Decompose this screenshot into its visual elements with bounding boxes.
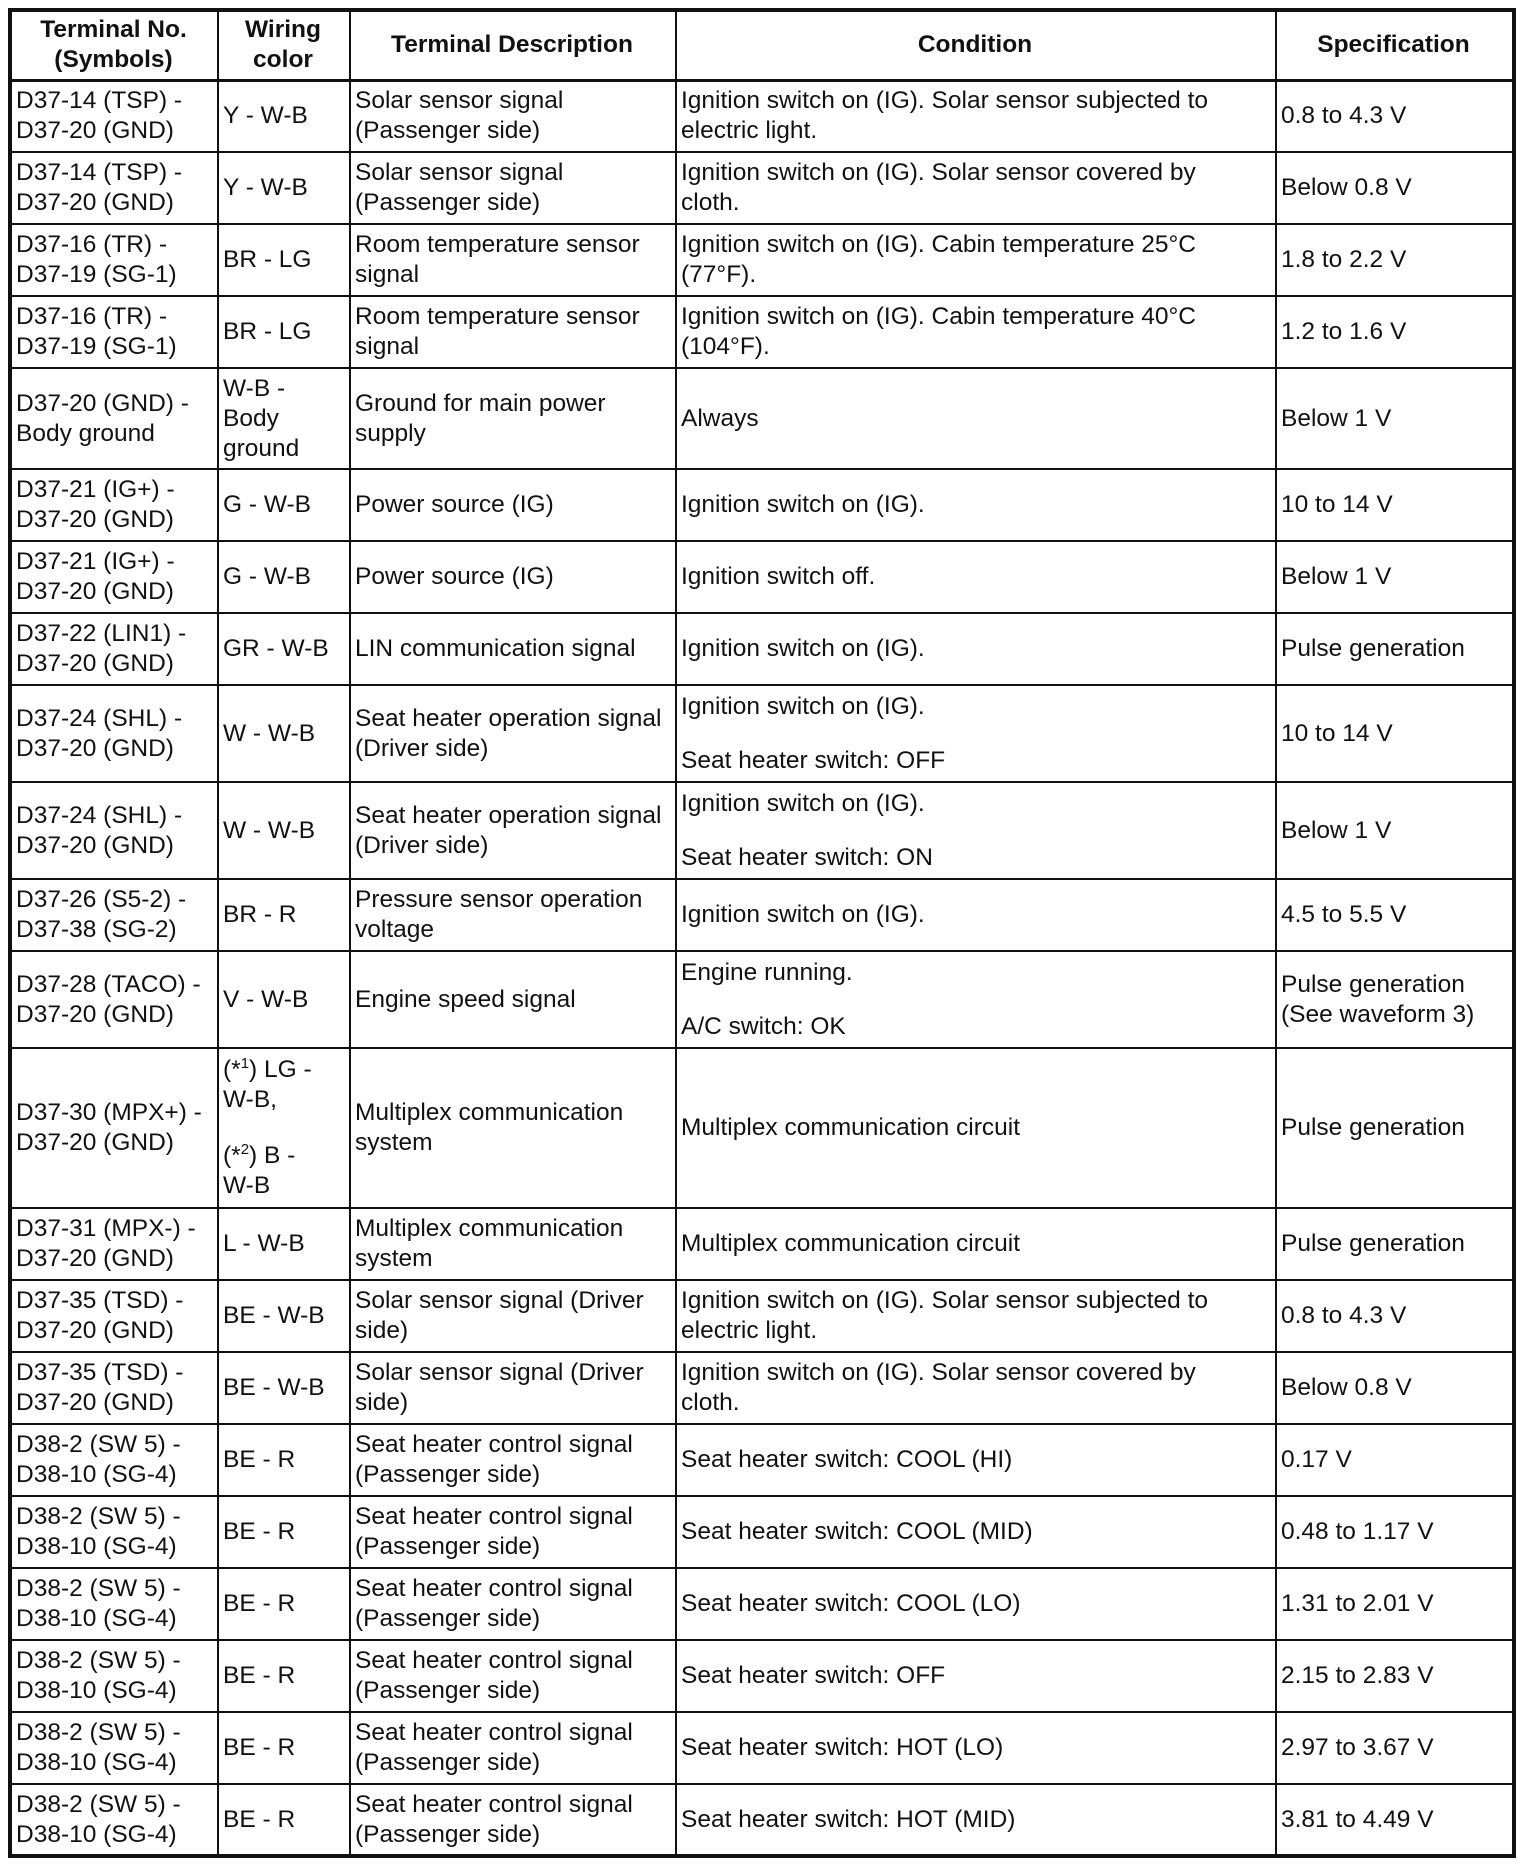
- specification-text: 2.97 to 3.67 V: [1281, 1734, 1434, 1761]
- cell-condition: [676, 1208, 1276, 1280]
- specification-text: 0.48 to 1.17 V: [1281, 1518, 1434, 1545]
- wiring-variant-text: ) B - W-B: [223, 1142, 296, 1199]
- cell-terminal: [10, 224, 218, 296]
- cell-wiring-color: [218, 1048, 350, 1208]
- description-text: Power source (IG): [355, 563, 554, 590]
- terminal-text: D38-2 (SW 5) - D38-10 (SG-4): [16, 1575, 181, 1632]
- cell-description: [350, 1424, 676, 1496]
- cell-wiring-color: [218, 368, 350, 469]
- terminal-text: D38-2 (SW 5) - D38-10 (SG-4): [16, 1719, 181, 1776]
- condition-text: Ignition switch on (IG). Cabin temperature 25°C (77°F).: [681, 231, 1197, 288]
- cell-description: [350, 951, 676, 1048]
- specification-text: 4.5 to 5.5 V: [1281, 901, 1407, 928]
- header-terminal-description: Terminal Description: [350, 10, 676, 80]
- table-body: [10, 80, 1514, 1856]
- table-row: [10, 1208, 1514, 1280]
- cell-specification: [1276, 1568, 1514, 1640]
- cell-specification: [1276, 152, 1514, 224]
- cell-wiring-color: [218, 782, 350, 879]
- cell-condition: [676, 1424, 1276, 1496]
- terminal-text: D38-2 (SW 5) - D38-10 (SG-4): [16, 1503, 181, 1560]
- condition-text: Ignition switch on (IG). Solar sensor subjected to electric light.: [681, 1287, 1209, 1344]
- cell-specification: [1276, 368, 1514, 469]
- specification-text: 0.17 V: [1281, 1446, 1352, 1473]
- cell-specification: [1276, 80, 1514, 152]
- cell-condition: [676, 296, 1276, 368]
- wiring-text: W-B - Body ground: [223, 374, 300, 462]
- cell-terminal: [10, 1424, 218, 1496]
- header-condition: Condition: [676, 10, 1276, 80]
- condition-line: Seat heater switch: ON: [681, 843, 933, 871]
- cell-terminal: [10, 1784, 218, 1856]
- specification-text: Below 1 V: [1281, 404, 1392, 432]
- wiring-text: BE - W-B: [223, 1302, 325, 1329]
- cell-description: [350, 80, 676, 152]
- wiring-text: BE - R: [223, 1446, 296, 1473]
- cell-specification: [1276, 1640, 1514, 1712]
- table-row: [10, 1280, 1514, 1352]
- cell-wiring-color: [218, 80, 350, 152]
- cell-wiring-color: [218, 1424, 350, 1496]
- cell-wiring-color: [218, 1568, 350, 1640]
- condition-line: Engine running.: [681, 958, 853, 986]
- specification-text: 1.8 to 2.2 V: [1281, 246, 1407, 273]
- wiring-text: V - W-B: [223, 985, 309, 1013]
- description-text: Seat heater control signal (Passenger side): [355, 1431, 633, 1488]
- wiring-text: BE - R: [223, 1805, 296, 1833]
- specification-text: 3.81 to 4.49 V: [1281, 1805, 1434, 1833]
- condition-line: Ignition switch on (IG).: [681, 789, 925, 817]
- wiring-text: L - W-B: [223, 1230, 305, 1257]
- description-text: Ground for main power supply: [355, 389, 606, 447]
- cell-terminal: [10, 1352, 218, 1424]
- table-row: [10, 1784, 1514, 1856]
- terminal-spec-table: [8, 8, 1516, 1858]
- cell-specification: [1276, 782, 1514, 879]
- cell-description: [350, 685, 676, 782]
- condition-text: Seat heater switch: COOL (HI): [681, 1446, 1013, 1473]
- cell-wiring-color: [218, 1280, 350, 1352]
- cell-description: [350, 296, 676, 368]
- cell-specification: [1276, 541, 1514, 613]
- cell-specification: [1276, 1280, 1514, 1352]
- cell-wiring-color: [218, 685, 350, 782]
- wiring-variant: [223, 1141, 343, 1201]
- description-text: Seat heater control signal (Passenger side): [355, 1719, 633, 1776]
- cell-condition: [676, 80, 1276, 152]
- description-text: Power source (IG): [355, 491, 554, 518]
- wiring-variant: [223, 1055, 343, 1115]
- cell-terminal: [10, 1208, 218, 1280]
- cell-condition: [676, 1568, 1276, 1640]
- specification-text: Below 1 V: [1281, 563, 1392, 590]
- cell-wiring-color: [218, 152, 350, 224]
- condition-line: Ignition switch on (IG).: [681, 692, 925, 720]
- wiring-text: G - W-B: [223, 491, 312, 518]
- terminal-text: D38-2 (SW 5) - D38-10 (SG-4): [16, 1431, 181, 1488]
- footnote-marker: 1: [240, 1054, 250, 1072]
- terminal-text: D37-30 (MPX+) - D37-20 (GND): [16, 1099, 202, 1156]
- cell-description: [350, 469, 676, 541]
- terminal-text: D37-14 (TSP) - D37-20 (GND): [16, 159, 183, 216]
- cell-specification: [1276, 296, 1514, 368]
- table-row: [10, 1424, 1514, 1496]
- wiring-text: W - W-B: [223, 816, 316, 844]
- wiring-text: BR - LG: [223, 318, 312, 345]
- specification-text: Below 1 V: [1281, 816, 1392, 844]
- condition-text: Ignition switch on (IG).: [681, 491, 925, 518]
- condition-text: Seat heater switch: HOT (LO): [681, 1734, 1004, 1761]
- table-row: [10, 951, 1514, 1048]
- description-text: Room temperature sensor signal: [355, 303, 640, 360]
- cell-wiring-color: [218, 1784, 350, 1856]
- cell-terminal: [10, 879, 218, 951]
- table-row: [10, 1048, 1514, 1208]
- cell-condition: [676, 541, 1276, 613]
- cell-specification: [1276, 1784, 1514, 1856]
- cell-condition: [676, 782, 1276, 879]
- cell-wiring-color: [218, 951, 350, 1048]
- cell-terminal: [10, 1640, 218, 1712]
- wiring-text: BE - R: [223, 1518, 296, 1545]
- cell-description: [350, 1208, 676, 1280]
- table-row: [10, 368, 1514, 469]
- cell-description: [350, 1048, 676, 1208]
- cell-wiring-color: [218, 1496, 350, 1568]
- cell-condition: [676, 1712, 1276, 1784]
- table-row: [10, 879, 1514, 951]
- cell-condition: [676, 951, 1276, 1048]
- cell-description: [350, 782, 676, 879]
- description-text: Solar sensor signal (Driver side): [355, 1287, 644, 1344]
- terminal-text: D37-16 (TR) - D37-19 (SG-1): [16, 303, 177, 360]
- cell-description: [350, 1568, 676, 1640]
- cell-description: [350, 368, 676, 469]
- cell-description: [350, 541, 676, 613]
- terminal-text: D37-22 (LIN1) - D37-20 (GND): [16, 620, 187, 677]
- cell-terminal: [10, 296, 218, 368]
- cell-terminal: [10, 685, 218, 782]
- cell-condition: [676, 1280, 1276, 1352]
- cell-condition: [676, 685, 1276, 782]
- description-text: Room temperature sensor signal: [355, 231, 640, 288]
- header-row: [10, 10, 1514, 80]
- wiring-text: W - W-B: [223, 719, 316, 747]
- description-text: Solar sensor signal (Driver side): [355, 1359, 644, 1416]
- description-text: Solar sensor signal (Passenger side): [355, 87, 564, 145]
- table-row: [10, 80, 1514, 152]
- terminal-text: D37-35 (TSD) - D37-20 (GND): [16, 1359, 184, 1416]
- cell-wiring-color: [218, 1208, 350, 1280]
- cell-specification: [1276, 879, 1514, 951]
- cell-condition: [676, 1784, 1276, 1856]
- cell-condition: [676, 613, 1276, 685]
- wiring-text: BR - LG: [223, 246, 312, 273]
- terminal-text: D37-35 (TSD) - D37-20 (GND): [16, 1287, 184, 1344]
- wiring-variant-prefix: (*: [223, 1056, 241, 1083]
- wiring-text: BE - R: [223, 1734, 296, 1761]
- specification-text: Pulse generation: [1281, 1114, 1465, 1141]
- terminal-text: D37-31 (MPX-) - D37-20 (GND): [16, 1215, 196, 1272]
- cell-description: [350, 613, 676, 685]
- specification-text: Below 0.8 V: [1281, 174, 1412, 201]
- cell-wiring-color: [218, 469, 350, 541]
- terminal-text: D38-2 (SW 5) - D38-10 (SG-4): [16, 1790, 181, 1848]
- terminal-text: D37-26 (S5-2) - D37-38 (SG-2): [16, 886, 187, 943]
- condition-text: Seat heater switch: COOL (LO): [681, 1590, 1021, 1617]
- table-row: [10, 224, 1514, 296]
- wiring-text: BE - R: [223, 1590, 296, 1617]
- wiring-text: BR - R: [223, 901, 297, 928]
- description-text: Seat heater control signal (Passenger side): [355, 1575, 633, 1632]
- header-terminal-no: Terminal No. (Symbols): [10, 10, 218, 80]
- cell-specification: [1276, 1352, 1514, 1424]
- cell-terminal: [10, 80, 218, 152]
- condition-text: Ignition switch on (IG).: [681, 901, 925, 928]
- description-text: Pressure sensor operation voltage: [355, 886, 643, 943]
- terminal-text: D38-2 (SW 5) - D38-10 (SG-4): [16, 1647, 181, 1704]
- cell-wiring-color: [218, 296, 350, 368]
- cell-specification: [1276, 613, 1514, 685]
- condition-line: Seat heater switch: OFF: [681, 746, 946, 774]
- cell-wiring-color: [218, 224, 350, 296]
- specification-text: 1.2 to 1.6 V: [1281, 318, 1407, 345]
- cell-terminal: [10, 541, 218, 613]
- specification-text: 10 to 14 V: [1281, 491, 1393, 518]
- cell-description: [350, 1280, 676, 1352]
- condition-text: Ignition switch off.: [681, 563, 876, 590]
- specification-text: 1.31 to 2.01 V: [1281, 1590, 1434, 1617]
- cell-wiring-color: [218, 879, 350, 951]
- table-row: [10, 152, 1514, 224]
- condition-text: Ignition switch on (IG). Cabin temperature 40°C (104°F).: [681, 303, 1197, 360]
- cell-description: [350, 152, 676, 224]
- wiring-text: BE - W-B: [223, 1374, 325, 1401]
- table-row: [10, 1352, 1514, 1424]
- table-row: [10, 296, 1514, 368]
- cell-condition: [676, 1640, 1276, 1712]
- cell-wiring-color: [218, 1352, 350, 1424]
- condition-text: Seat heater switch: COOL (MID): [681, 1518, 1033, 1545]
- cell-condition: [676, 368, 1276, 469]
- description-text: Seat heater control signal (Passenger side): [355, 1647, 633, 1704]
- description-text: LIN communication signal: [355, 635, 636, 662]
- cell-terminal: [10, 469, 218, 541]
- table-row: [10, 1712, 1514, 1784]
- condition-text: Ignition switch on (IG).: [681, 635, 925, 662]
- specification-text: 0.8 to 4.3 V: [1281, 102, 1407, 130]
- cell-terminal: [10, 1280, 218, 1352]
- cell-specification: [1276, 1424, 1514, 1496]
- header-specification: Specification: [1276, 10, 1514, 80]
- cell-wiring-color: [218, 541, 350, 613]
- cell-condition: [676, 1048, 1276, 1208]
- wiring-text: GR - W-B: [223, 635, 329, 662]
- wiring-variant-prefix: (*: [223, 1142, 241, 1169]
- table-row: [10, 1568, 1514, 1640]
- cell-description: [350, 1712, 676, 1784]
- cell-specification: [1276, 469, 1514, 541]
- table-row: [10, 469, 1514, 541]
- cell-description: [350, 1640, 676, 1712]
- description-text: Engine speed signal: [355, 985, 576, 1013]
- cell-terminal: [10, 613, 218, 685]
- table-row: [10, 685, 1514, 782]
- description-text: Seat heater operation signal (Driver side): [355, 801, 662, 859]
- cell-terminal: [10, 368, 218, 469]
- table-row: [10, 541, 1514, 613]
- cell-condition: [676, 469, 1276, 541]
- condition-text: Ignition switch on (IG). Solar sensor covered by cloth.: [681, 159, 1196, 216]
- description-text: Seat heater operation signal (Driver side): [355, 704, 662, 762]
- terminal-text: D37-21 (IG+) - D37-20 (GND): [16, 548, 175, 605]
- cell-description: [350, 1352, 676, 1424]
- cell-condition: [676, 1352, 1276, 1424]
- cell-terminal: [10, 1496, 218, 1568]
- cell-wiring-color: [218, 1640, 350, 1712]
- specification-text: 2.15 to 2.83 V: [1281, 1662, 1434, 1689]
- terminal-text: D37-20 (GND) - Body ground: [16, 389, 189, 447]
- wiring-text: BE - R: [223, 1662, 296, 1689]
- table-row: [10, 782, 1514, 879]
- cell-specification: [1276, 951, 1514, 1048]
- cell-terminal: [10, 782, 218, 879]
- condition-text: Multiplex communication circuit: [681, 1114, 1021, 1141]
- specification-text: Pulse generation (See waveform 3): [1281, 970, 1475, 1028]
- condition-text: Seat heater switch: OFF: [681, 1662, 946, 1689]
- table-row: [10, 613, 1514, 685]
- terminal-text: D37-16 (TR) - D37-19 (SG-1): [16, 231, 177, 288]
- wiring-text: Y - W-B: [223, 102, 308, 130]
- terminal-text: D37-24 (SHL) - D37-20 (GND): [16, 801, 183, 859]
- specification-text: 0.8 to 4.3 V: [1281, 1302, 1407, 1329]
- header-wiring-color: Wiring color: [218, 10, 350, 80]
- specification-text: Pulse generation: [1281, 1230, 1465, 1257]
- cell-condition: [676, 152, 1276, 224]
- table-row: [10, 1640, 1514, 1712]
- footnote-marker: 2: [240, 1140, 250, 1158]
- specification-text: Below 0.8 V: [1281, 1374, 1412, 1401]
- cell-description: [350, 879, 676, 951]
- wiring-text: G - W-B: [223, 563, 312, 590]
- wiring-variant-text: ) LG - W-B,: [223, 1056, 312, 1113]
- condition-text: Ignition switch on (IG). Solar sensor subjected to electric light.: [681, 87, 1209, 145]
- condition-text: Always: [681, 404, 759, 432]
- cell-terminal: [10, 152, 218, 224]
- cell-description: [350, 224, 676, 296]
- cell-specification: [1276, 1048, 1514, 1208]
- terminal-text: D37-24 (SHL) - D37-20 (GND): [16, 704, 183, 762]
- condition-text: Multiplex communication circuit: [681, 1230, 1021, 1257]
- table-row: [10, 1496, 1514, 1568]
- cell-wiring-color: [218, 1712, 350, 1784]
- cell-specification: [1276, 1208, 1514, 1280]
- cell-specification: [1276, 224, 1514, 296]
- condition-text: Ignition switch on (IG). Solar sensor covered by cloth.: [681, 1359, 1196, 1416]
- wiring-text: Y - W-B: [223, 174, 308, 201]
- description-text: Solar sensor signal (Passenger side): [355, 159, 564, 216]
- cell-wiring-color: [218, 613, 350, 685]
- terminal-text: D37-14 (TSP) - D37-20 (GND): [16, 87, 183, 145]
- cell-specification: [1276, 1712, 1514, 1784]
- cell-condition: [676, 1496, 1276, 1568]
- cell-terminal: [10, 951, 218, 1048]
- cell-condition: [676, 879, 1276, 951]
- specification-text: 10 to 14 V: [1281, 719, 1393, 747]
- cell-description: [350, 1496, 676, 1568]
- description-text: Seat heater control signal (Passenger side): [355, 1503, 633, 1560]
- description-text: Seat heater control signal (Passenger side): [355, 1790, 633, 1848]
- cell-condition: [676, 224, 1276, 296]
- condition-line: A/C switch: OK: [681, 1012, 846, 1040]
- description-text: Multiplex communication system: [355, 1215, 624, 1272]
- terminal-text: D37-28 (TACO) - D37-20 (GND): [16, 970, 201, 1028]
- description-text: Multiplex communication system: [355, 1099, 624, 1156]
- cell-specification: [1276, 685, 1514, 782]
- cell-terminal: [10, 1712, 218, 1784]
- cell-terminal: [10, 1568, 218, 1640]
- cell-description: [350, 1784, 676, 1856]
- cell-specification: [1276, 1496, 1514, 1568]
- condition-text: Seat heater switch: HOT (MID): [681, 1805, 1016, 1833]
- terminal-text: D37-21 (IG+) - D37-20 (GND): [16, 476, 175, 533]
- specification-text: Pulse generation: [1281, 635, 1465, 662]
- cell-terminal: [10, 1048, 218, 1208]
